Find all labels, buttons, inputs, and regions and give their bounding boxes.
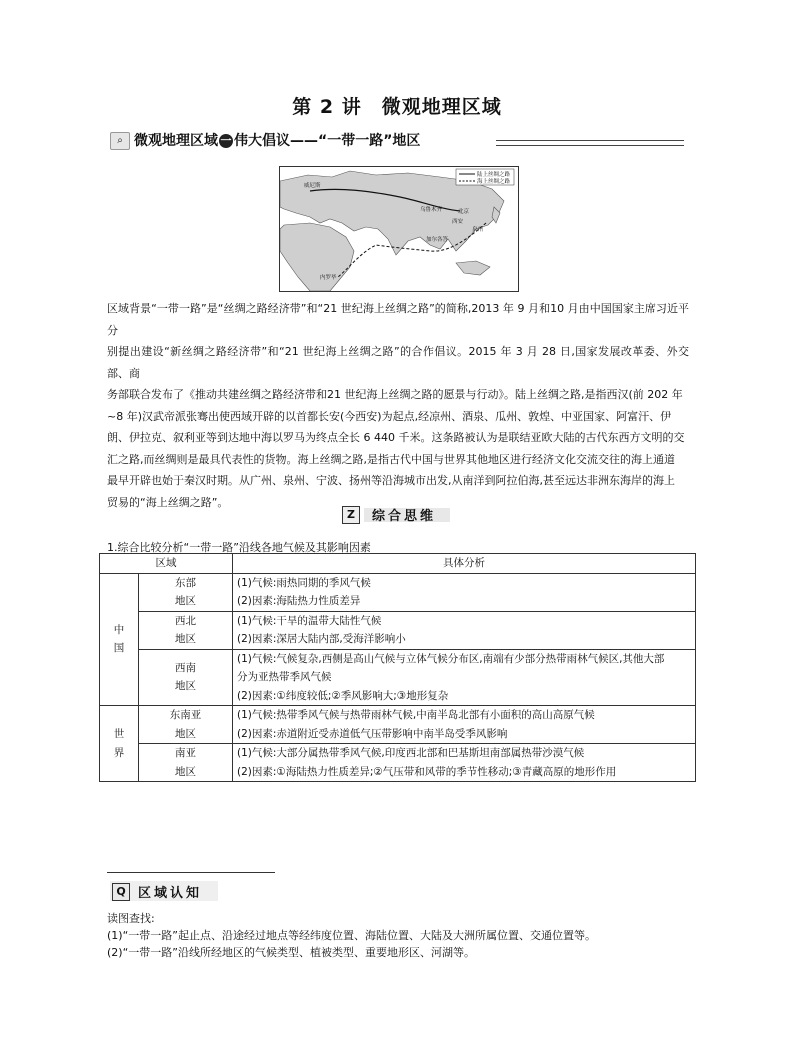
page-title: 第 2 讲 微观地理区域 (292, 96, 502, 118)
paragraph-line: 别提出建设“新丝绸之路经济带”和“21 世纪海上丝绸之路”的合作倡议。2015 年 3 月 28 日,国家发展改革委、外交部、商 (107, 345, 689, 380)
map-label-beijing: 北京 (458, 209, 470, 215)
region-cell: 西北 地区 (139, 611, 233, 649)
table-row (100, 706, 696, 744)
section-rule (496, 140, 684, 146)
map-graphic (280, 167, 518, 291)
paragraph-line: 贸易的“海上丝绸之路”。 (107, 495, 229, 509)
section-number-badge: 一 (220, 134, 232, 147)
table-row (100, 649, 696, 706)
landmass (280, 171, 504, 291)
map-label-nairobi: 内罗毕 (320, 275, 337, 281)
map-label-venice: 威尼斯 (304, 183, 321, 189)
z-icon: Z (342, 506, 360, 524)
regional-cognition-banner (110, 881, 220, 903)
q-icon: Q (112, 883, 130, 901)
analysis-cell: (1)气候:干旱的温带大陆性气候 (2)因素:深居大陆内部,受海洋影响小 (233, 611, 696, 649)
reading-tasks (107, 910, 596, 961)
table-row (100, 744, 696, 782)
group-world: 世 界 (100, 706, 139, 782)
magnifier-icon: ⌕ (110, 132, 130, 150)
section-heading (134, 130, 420, 150)
region-cell: 东部 地区 (139, 573, 233, 611)
legend-land-label: 陆上丝绸之路 (477, 172, 511, 178)
section-header (110, 130, 684, 152)
banner-label: 区域认知 (138, 886, 203, 901)
section-prefix: 微观地理区域 (134, 133, 218, 149)
table-header-row (100, 554, 696, 574)
footnote-rule (107, 872, 275, 873)
map-label-quanzhou: 泉州 (472, 227, 484, 233)
paragraph-line: 务部联合发布了《推动共建丝绸之路经济带和21 世纪海上丝绸之路的愿景与行动》。陆上丝绸之路,是指西汉(前 202 年 (107, 388, 683, 401)
reading-item: (2)“一带一路”沿线所经地区的气候类型、植被类型、重要地形区、河湖等。 (107, 946, 475, 959)
reading-item: (1)“一带一路”起止点、沿途经过地点等经纬度位置、海陆位置、大陆及大洲所属位置、交通位置等。 (107, 929, 596, 942)
header-analysis: 具体分析 (233, 554, 696, 574)
map-label-kolkata: 加尔各答 (426, 237, 449, 243)
reading-title: 读图查找: (107, 912, 155, 925)
banner-label: 综合思维 (372, 509, 437, 524)
paragraph-line: ~8 年)汉武帝派张骞出使西域开辟的以首都长安(今西安)为起点,经凉州、酒泉、瓜州、敦煌、中亚国家、阿富汗、伊 (107, 409, 672, 423)
header-region: 区域 (100, 554, 233, 574)
region-cell: 西南 地区 (139, 649, 233, 706)
region-cell: 东南亚 地区 (139, 706, 233, 744)
paragraph-line: 汇之路,而丝绸则是最具代表性的货物。海上丝绸之路,是指古代中国与世界其他地区进行经济文化交流交往的海上通道 (107, 452, 675, 466)
legend-sea-label: 海上丝绸之路 (477, 179, 511, 185)
climate-table (99, 553, 696, 782)
section-title-rest: 伟大倡议——“一带一路”地区 (234, 133, 421, 149)
paragraph-line: 朗、伊拉克、叙利亚等到达地中海以罗马为终点全长 6 440 千米。这条路被认为是联结亚欧大陆的古代东西方文明的交 (107, 431, 685, 444)
paragraph-line: 区域背景“一带一路”是“丝绸之路经济带”和“21 世纪海上丝绸之路”的简称,2013 年 9 月和10 月由中国国家主席习近平分 (107, 302, 689, 337)
analysis-cell: (1)气候:气候复杂,西侧是高山气候与立体气候分布区,南端有少部分热带雨林气候区,其他大部 分为亚热带季风气候 (2)因素:①纬度较低;②季风影响大;③地形复杂 (233, 649, 696, 706)
belt-road-map (279, 166, 519, 292)
background-paragraph (107, 298, 689, 513)
analysis-cell: (1)气候:雨热同期的季风气候 (2)因素:海陆热力性质差异 (233, 573, 696, 611)
comprehensive-thinking-banner (342, 505, 452, 525)
paragraph-line: 最早开辟也始于秦汉时期。从广州、泉州、宁波、扬州等沿海城市出发,从南洋到阿拉伯海,甚至远达非洲东海岸的海上 (107, 474, 675, 487)
map-label-xian: 西安 (452, 219, 464, 225)
region-cell: 南亚 地区 (139, 744, 233, 782)
analysis-cell: (1)气候:大部分属热带季风气候,印度西北部和巴基斯坦南部属热带沙漠气候 (2)因素:①海陆热力性质差异;②气压带和风带的季节性移动;③青藏高原的地形作用 (233, 744, 696, 782)
table-caption: 1.综合比较分析“一带一路”沿线各地气候及其影响因素 (107, 541, 371, 554)
analysis-cell: (1)气候:热带季风气候与热带雨林气候,中南半岛北部有小面积的高山高原气候 (2)因素:赤道附近受赤道低气压带影响中南半岛受季风影响 (233, 706, 696, 744)
table-row (100, 573, 696, 611)
group-china: 中 国 (100, 573, 139, 706)
map-label-urumqi: 乌鲁木齐 (420, 207, 443, 213)
table-row (100, 611, 696, 649)
